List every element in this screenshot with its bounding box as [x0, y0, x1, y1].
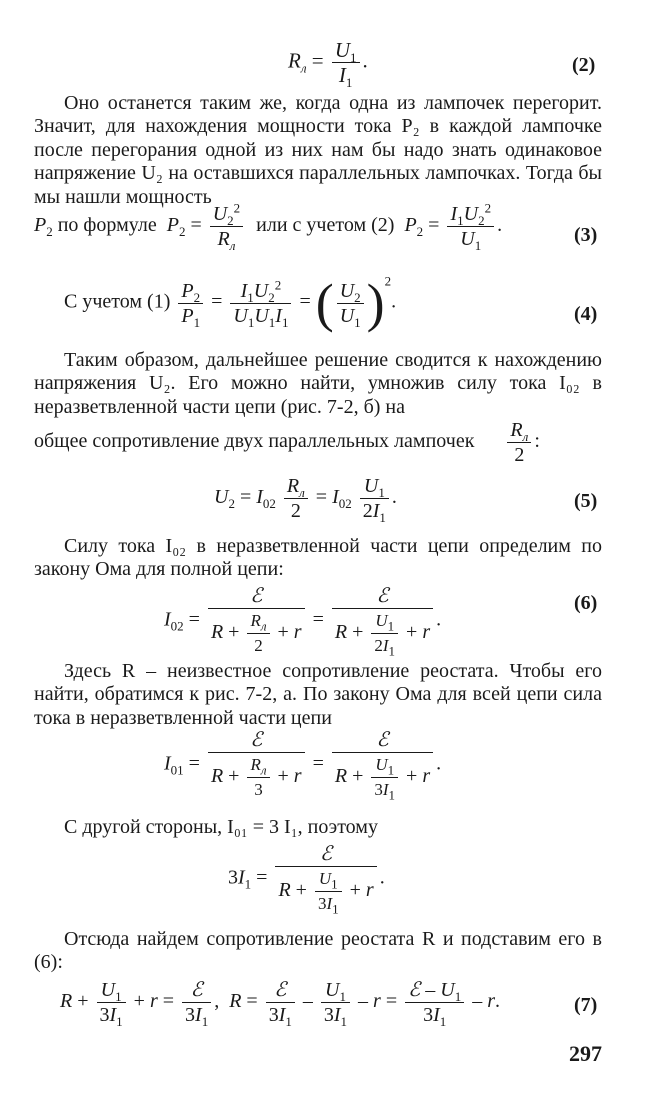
formula-2: $R_л$ = $\frac{U_1}{I_1}$ . — [288, 38, 368, 91]
page-number: 297 — [569, 1041, 602, 1066]
paragraph-7: Отсюда найдем сопротивление реостата R и подставим его в (6): — [34, 928, 602, 974]
paragraph-3-end: общее сопротивление двух параллельных лампочек $\frac{R_л}{2}$ : — [34, 419, 540, 466]
text-ili-s-uchetom: или с учетом (2) — [256, 214, 395, 237]
formula-4: С учетом (1) $\frac{P_2}{P_1}$ = $\frac{I_1U_2^2}{U_1U_1I_1}$ = ( $\frac{U_2}{U_1}$ )$^2$. — [64, 273, 397, 333]
eq-number-7: (7) — [574, 994, 598, 1016]
formula-7: R + $\frac{U_1}{3I_1}$ + r = $\frac{\text{ℰ}}{3I_1}$ , R = $\frac{\text{ℰ}}{3I_1}$ – $\frac{U_1}{3I_1}$ – r = $\frac{ℰ - U_1}{3I_1}$ – r. — [60, 979, 500, 1029]
paragraph-4: Силу тока I₀₂ в неразветвленной части цепи определим по закону Ома для полной цепи: — [34, 535, 602, 581]
eq-number-4: (4) — [574, 303, 598, 325]
formula-6: $I_{02}$ = ℰ R + $\frac{R_л}{2}$ + r = ℰ R + $\frac{U_1}{2I_1}$ + r . — [164, 585, 442, 659]
formula-3i1: $3I_1$ = ℰ R + $\frac{U_1}{3I_1}$ + r . — [228, 843, 385, 917]
paragraph-6: С другой стороны, I₀₁ = 3 I₁, поэтому — [64, 816, 378, 838]
eq-number-3: (3) — [574, 224, 598, 246]
eq-number-2: (2) — [572, 54, 596, 76]
text-po-formule: по формуле — [57, 214, 157, 237]
text-obshchee-soprotivlenie: общее сопротивление двух параллельных лампочек — [34, 430, 475, 453]
eq-number-6: (6) — [574, 592, 598, 614]
eq-number-5: (5) — [574, 490, 598, 512]
paragraph-3: Таким образом, дальнейшее решение сводится к нахождению напряжения U₂. Его можно найти, умножив силу тока I₀₂ в неразветвленной части цепи (рис. 7-2, б) на — [34, 349, 602, 418]
formula-5: $U_2 = I_{02}$ $\frac{R_л}{2}$ = $I_{02}$ $\frac{U_1}{2I_1}$ . — [214, 475, 397, 525]
paragraph-1: Оно останется таким же, когда одна из лампочек перегорит. Значит, для нахождения мощности тока P₂ в каждой лампочке после перегорания одной из них нам бы надо знать одинаковое напряжение U₂ на оставшихся параллельных лампочках. Тогда бы мы нашли мощность — [34, 92, 602, 208]
formula-i01: $I_{01}$ = ℰ R + $\frac{R_л}{3}$ + r = ℰ R + $\frac{U_1}{3I_1}$ + r . — [164, 729, 442, 803]
text-s-uchetom-1: С учетом (1) — [64, 290, 171, 313]
paragraph-5: Здесь R – неизвестное сопротивление реостата. Чтобы его найти, обратимся к рис. 7-2, а. По закону Ома для всей цепи сила тока в неразветвленной части цепи — [34, 660, 602, 729]
formula-3-line: $P_2$ по формуле $P_2$ = $\frac{U_2^2}{R_л}$ или с учетом (2) $P_2$ = $\frac{I_1U_2^2}{U_1}$ . — [34, 200, 503, 253]
